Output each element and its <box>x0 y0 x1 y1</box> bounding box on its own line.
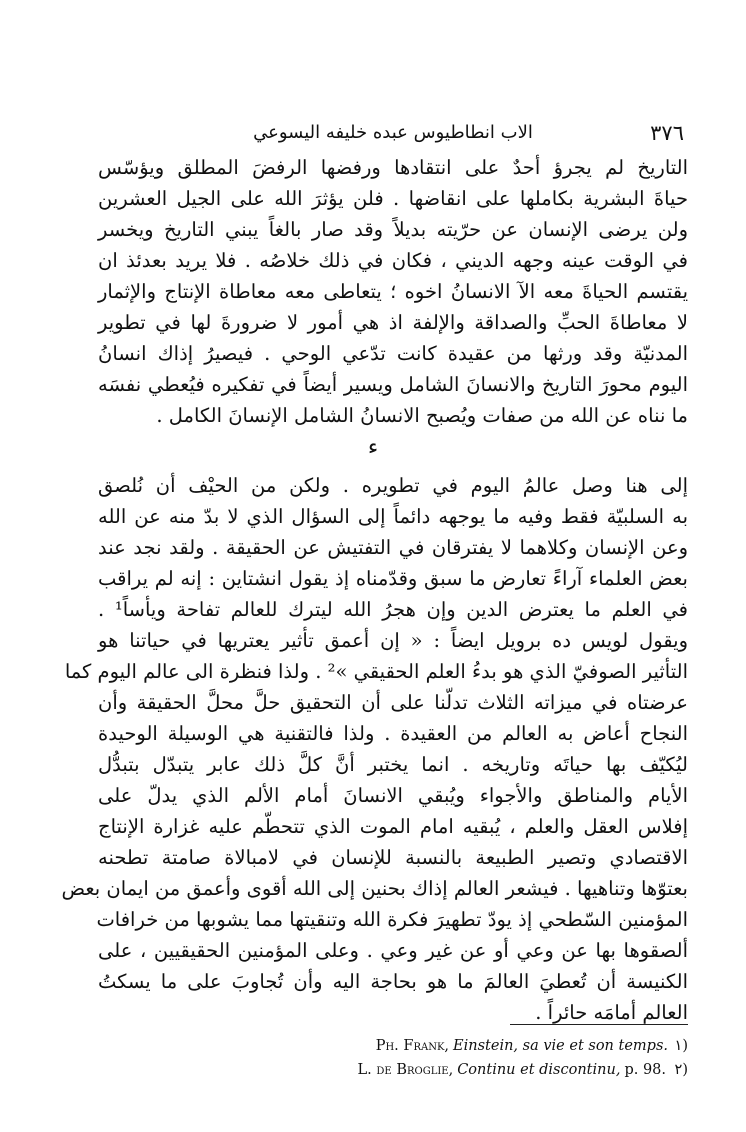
text-line: بعتوّها وتناهيها . فيشعر العالم إذاك بحنين إلى الله أقوى وأعمق من ايمان بعض <box>61 877 688 900</box>
text-line: المدنيّة وقد ورثها من عقيدة كانت تدّعي الوحي . فيصيرُ إذاك انسانُ <box>98 342 688 365</box>
footnotes <box>300 1034 688 1082</box>
text-line: في العلم ما يعترض الدين وإن هجرُ الله ليترك للعالم تفاحة ويأساً¹ . <box>98 598 688 621</box>
footnote-author: L. de Broglie, <box>357 1062 454 1078</box>
paragraph-2 <box>61 470 688 1028</box>
text-line: إفلاس العقل والعلم ، يُبقيه امام الموت الذي تتحطّم عليه غزارة الإنتاج <box>98 815 688 838</box>
text-line: عرضتاه في ميزاته الثلاث تدلّنا على أن التحقيق حلَّ محلَّ الحقيقة وأن <box>98 691 688 714</box>
text-line: الأيام والمناطق والأجواء ويُبقي الانسانَ أمام الألم الذي يدلّ على <box>98 784 688 807</box>
text-line: إلى هنا وصل عالمُ اليوم في تطويره . ولكن من الحيْف أن نُلصق <box>98 474 688 497</box>
text-line: العالم أمامَه حائراً . <box>535 1001 688 1024</box>
text-line: التاريخ لم يجرؤ أحدٌ على انتقادها ورفضها الرفضَ المطلق ويؤسّس <box>98 156 688 179</box>
paragraph-1 <box>98 152 688 431</box>
footnote-1 <box>300 1034 688 1058</box>
footnote-author: Ph. Frank, <box>375 1038 450 1054</box>
page-number: ٣٧٦ <box>650 121 684 145</box>
running-title: الاب انطاطيوس عبده خليفه اليسوعي <box>253 122 533 143</box>
text-line: ألصقوها بها عن وعي أو عن غير وعي . وعلى المؤمنين الحقيقيين ، على <box>98 939 688 962</box>
text-line: ما نناه عن الله من صفات ويُصبح الانسانُ الشامل الإنسانَ الكامل . <box>156 404 688 427</box>
footnote-number: ١) <box>674 1038 688 1054</box>
text-line: اليوم محورَ التاريخ والانسانَ الشامل ويسير أيضاً في تفكيره فيُعطي نفسَه <box>98 373 688 396</box>
footnote-title: Einstein, sa vie et son temps. <box>453 1038 668 1054</box>
page-header <box>98 120 688 146</box>
footnote-number: ٢) <box>674 1062 688 1078</box>
text-line: يقتسم الحياةَ معه الآ الانسانُ اخوه ؛ يتعاطى معه معاطاة الإنتاج والإثمار <box>98 280 688 303</box>
text-line: ولن يرضى الإنسان عن حرّيته بديلاً وقد صار بالغاً يبني التاريخ ويخسر <box>98 218 688 241</box>
text-line: النجاح أعاض به العالم من العقيدة . ولذا فالتقنية هي الوسيلة الوحيدة <box>98 722 688 745</box>
text-line: ويقول لويس ده برويل ايضاً : « إن أعمق تأثير يعتريها في حياتنا هو <box>98 629 688 652</box>
text-line: الكنيسة أن تُعطيَ العالمَ ما هو بحاجة اليه وأن تُجاوبَ على ما يسكتُ <box>98 970 688 993</box>
text-line: به السلبيّة فقط وفيه ما يوجهه دائماً إلى السؤال الذي لا بدّ منه عن الله <box>98 505 688 528</box>
footnote-title: Continu et discontinu, <box>457 1062 621 1078</box>
footnote-page: p. 98. <box>624 1062 666 1078</box>
text-line: ليُكيّف بها حياتَه وتاريخه . انما يختبر أنَّ كلَّ ذلك عابر يتبدّل بتبدُّل <box>98 753 688 776</box>
text-line: لا معاطاةَ الحبِّ والصداقة والإلفة اذ هي أمور لا ضرورةَ لها في تطوير <box>98 311 688 334</box>
text-line: الاقتصادي وتصير الطبيعة بالنسبة للإنسان في لامبالاة صامتة تطحنه <box>98 846 688 869</box>
text-line: بعض العلماء آراءً تعارض ما سبق وقدّمناه إذ يقول انشتاين : إنه لم يراقب <box>98 567 688 590</box>
text-line: المؤمنين السّطحي إذ يودّ تطهيرَ فكرة الله وتنقيتها مما يشوبها من خرافات <box>96 908 688 931</box>
text-line: التأثير الصوفيّ الذي هو بدءُ العلم الحقيقي »² . ولذا فنظرة الى عالم اليوم كما <box>64 660 688 683</box>
footnote-2 <box>300 1058 688 1082</box>
text-line: في الوقت عينه وجهه الديني ، فكان في ذلك خلاصُه . فلا يريد بعدئذ ان <box>98 249 688 272</box>
footnote-divider <box>510 1024 688 1025</box>
text-line: حياةَ البشرية بكاملها على انقاضها . فلن يؤثرَ الله على الجيل العشرين <box>98 187 688 210</box>
section-separator: ء <box>367 435 379 460</box>
text-line: وعن الإنسان وكلاهما لا يفترقان في التفتيش عن الحقيقة . ولقد نجد عند <box>98 536 688 559</box>
